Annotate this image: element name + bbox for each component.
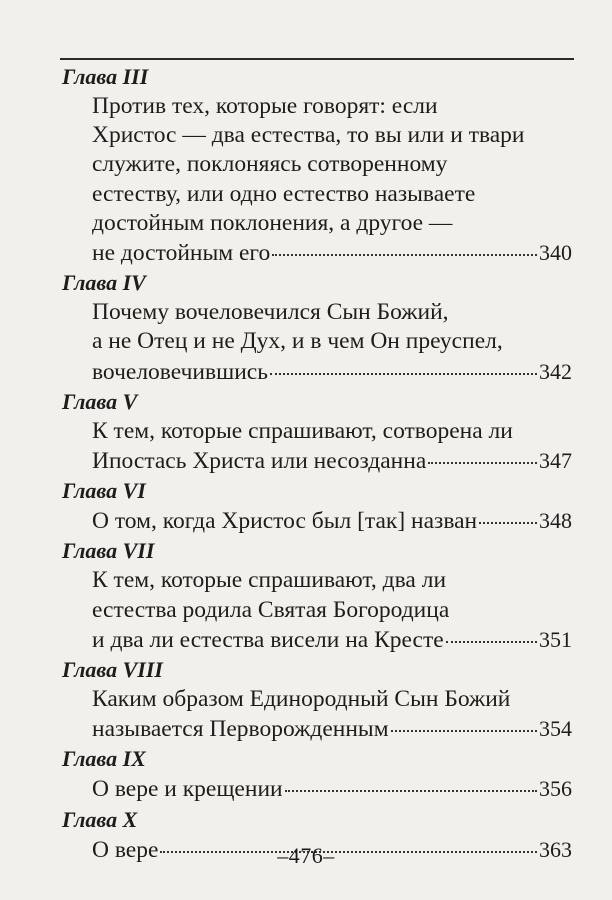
page-number: 351: [539, 626, 572, 652]
entry-last-line: [92, 714, 572, 744]
dot-leader: [285, 790, 537, 792]
page-number: 340: [539, 240, 572, 266]
dot-leader: [446, 641, 537, 643]
entry-line: К тем, которые спрашивают, два ли: [92, 567, 447, 594]
entry-line: естества родила Святая Богородица: [92, 596, 450, 623]
entry-line: К тем, которые спрашивают, сотворена ли: [92, 417, 513, 444]
toc-entry: [92, 566, 572, 655]
entry-line: Против тех, которые говорят: если: [92, 93, 438, 119]
page-number: 347: [539, 448, 572, 474]
toc-entry: [92, 92, 572, 268]
entry-line: называется Перворожденным: [92, 716, 389, 743]
toc-entry: [92, 506, 572, 536]
folio-page-number: –476–: [277, 843, 335, 868]
dot-leader: [272, 254, 537, 256]
entry-line: не достойным его: [92, 240, 271, 267]
chapter-heading: Глава VII: [62, 538, 155, 564]
entry-last-line: [92, 357, 572, 387]
entry-line: Христос — два естества, то вы или и твари: [92, 122, 525, 149]
entry-last-line: [92, 238, 572, 268]
page-number: 356: [539, 776, 572, 802]
entry-line: достойным поклонения, а другое —: [92, 209, 453, 236]
entry-line: О вере: [92, 836, 159, 863]
entry-line: служите, поклоняясь сотворенному: [92, 151, 448, 178]
page-number: 342: [539, 358, 572, 384]
dot-leader: [270, 373, 537, 375]
entry-last-line: [92, 506, 572, 536]
page-number: 363: [539, 836, 572, 862]
entry-line: О вере и крещении: [92, 776, 283, 803]
entry-line: а не Отец и не Дух, и в чем Он преуспел,: [92, 328, 503, 355]
page-number: 354: [539, 716, 572, 742]
chapter-heading: Глава III: [62, 64, 149, 89]
entry-last-line: [92, 446, 572, 476]
entry-last-line: [92, 625, 572, 655]
top-rule: [60, 58, 574, 60]
toc-entry: [92, 774, 572, 804]
chapter-heading: Глава V: [62, 388, 138, 414]
entry-line: естеству, или одно естество называете: [92, 180, 476, 207]
entry-last-line: [92, 774, 572, 804]
table-of-contents: [62, 62, 572, 865]
page-number: 348: [539, 508, 572, 534]
chapter-heading: Глава VIII: [62, 657, 163, 683]
dot-leader: [428, 462, 537, 464]
entry-line: О том, когда Христос был [так] назван: [92, 508, 478, 535]
entry-line: Почему вочеловечился Сын Божий,: [92, 299, 449, 326]
dot-leader: [479, 522, 537, 524]
entry-line: Каким образом Единородный Сын Божий: [92, 686, 511, 713]
entry-line: вочеловечившись: [92, 358, 268, 385]
entry-line: Ипостась Христа или несозданна: [92, 448, 427, 475]
toc-entry: [92, 298, 572, 387]
chapter-heading: Глава X: [62, 806, 138, 832]
toc-entry: [92, 685, 572, 744]
entry-line: и два ли естества висели на Кресте: [92, 626, 444, 653]
chapter-heading: Глава IV: [62, 270, 146, 296]
toc-entry: [92, 417, 572, 476]
dot-leader: [391, 730, 537, 732]
chapter-heading: Глава IX: [62, 746, 146, 772]
chapter-heading: Глава VI: [62, 478, 146, 504]
